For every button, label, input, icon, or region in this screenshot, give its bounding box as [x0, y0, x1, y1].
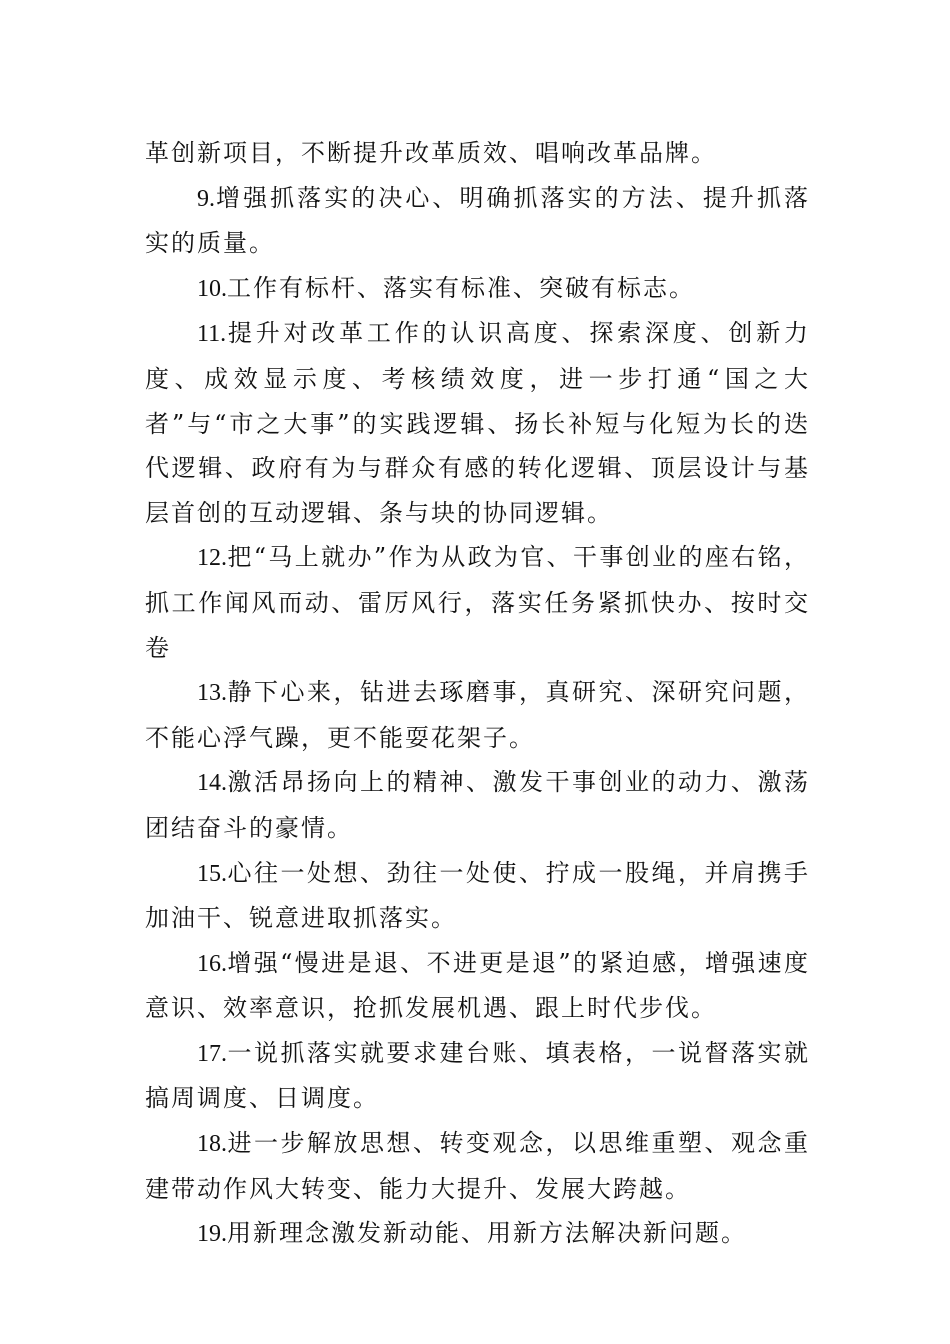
paragraph-text: 用新理念激发新动能、用新方法解决新问题。 — [227, 1219, 747, 1248]
item-number: 15. — [197, 860, 227, 887]
item-number: 9. — [197, 185, 215, 212]
paragraph-text: 静下心来，钻进去琢磨事，真研究、深研究问题，不能心浮气躁，更不能耍花架子。 — [145, 678, 810, 752]
item-number: 13. — [197, 680, 227, 707]
paragraph-item-10 — [145, 266, 810, 312]
paragraph-item-13 — [145, 670, 810, 760]
body-text — [145, 131, 810, 1257]
item-number: 19. — [197, 1221, 227, 1248]
paragraph-item-14 — [145, 760, 810, 850]
paragraph-text: 把“马上就办”作为从政为官、干事创业的座右铭，抓工作闻风而动、雷厉风行，落实任务紧抓快办、按时交卷 — [145, 543, 810, 662]
item-number: 10. — [197, 275, 227, 302]
item-number: 11. — [197, 321, 227, 348]
paragraph-text: 一说抓落实就要求建台账、填表格，一说督落实就搞周调度、日调度。 — [145, 1038, 810, 1113]
paragraph-text: 增强抓落实的决心、明确抓落实的方法、提升抓落实的质量。 — [145, 183, 810, 258]
paragraph-item-15 — [145, 851, 810, 941]
item-number: 12. — [197, 545, 227, 572]
paragraph-text: 进一步解放思想、转变观念，以思维重塑、观念重建带动作风大转变、能力大提升、发展大跨越。 — [145, 1129, 810, 1203]
paragraph-text: 革创新项目，不断提升改革质效、唱响改革品牌。 — [145, 139, 717, 167]
item-number: 17. — [197, 1040, 227, 1067]
item-number: 14. — [197, 770, 227, 797]
paragraph-item-17 — [145, 1031, 810, 1121]
paragraph-text: 心往一处想、劲往一处使、拧成一股绳，并肩携手加油干、锐意进取抓落实。 — [145, 858, 810, 933]
paragraph-item-18 — [145, 1121, 810, 1211]
paragraph-text: 激活昂扬向上的精神、激发干事创业的动力、激荡团结奋斗的豪情。 — [145, 768, 810, 842]
item-number: 18. — [197, 1131, 227, 1158]
paragraph-text: 提升对改革工作的认识高度、探索深度、创新力度、成效显示度、考核绩效度，进一步打通“国之大者”与“市之大事”的实践逻辑、扬长补短与化短为长的迭代逻辑、政府有为与群众有感的转化逻辑、顶层设计与基层首创的互动逻辑、条与块的协同逻辑。 — [145, 319, 810, 527]
paragraph-item-19 — [145, 1211, 810, 1257]
paragraph-item-9 — [145, 176, 810, 266]
paragraph-item-11 — [145, 311, 810, 535]
item-number: 16. — [197, 950, 227, 977]
paragraph-text: 工作有标杆、落实有标准、突破有标志。 — [227, 273, 695, 302]
paragraph-item-16 — [145, 941, 810, 1031]
paragraph-continuation — [145, 131, 810, 176]
paragraph-text: 增强“慢进是退、不进更是退”的紧迫感，增强速度意识、效率意识，抢抓发展机遇、跟上时代步伐。 — [145, 948, 810, 1023]
paragraph-item-12 — [145, 535, 810, 670]
